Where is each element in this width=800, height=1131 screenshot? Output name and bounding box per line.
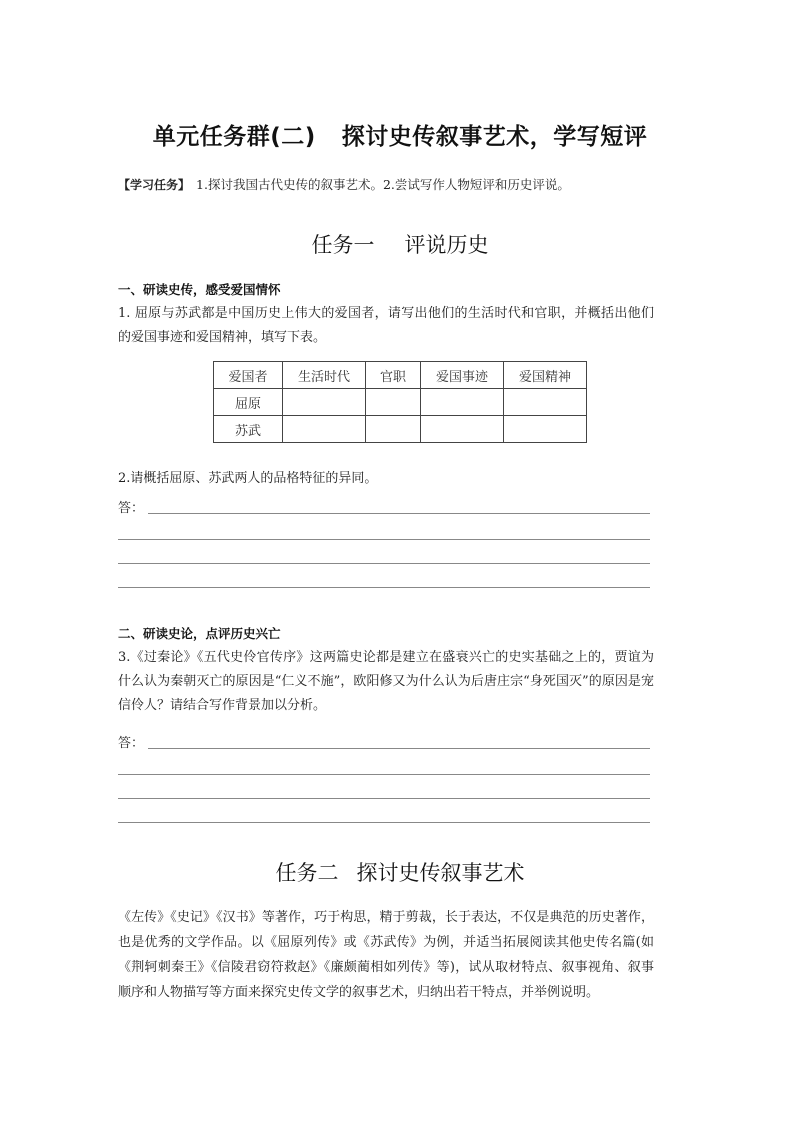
table-cell-spirit[interactable] xyxy=(504,389,587,416)
task1-heading xyxy=(0,229,800,259)
answer-line[interactable] xyxy=(118,563,650,564)
question-2: 2.请概括屈原、苏武两人的品格特征的异同。 xyxy=(118,471,378,486)
unit-title-part1: 单元任务群(二) xyxy=(152,124,316,150)
task1-name: 评说历史 xyxy=(404,233,489,257)
table-cell-deeds[interactable] xyxy=(421,416,504,443)
table-cell-spirit[interactable] xyxy=(504,416,587,443)
answer-label: 答： xyxy=(118,501,145,516)
question-1: 1. 屈原与苏武都是中国历史上伟大的爱国者，请写出他们的生活时代和官职，并概括出他们的爱国事迹和爱国精神，填写下表。 xyxy=(118,306,654,345)
table-cell-era[interactable] xyxy=(283,416,366,443)
task2-heading xyxy=(0,857,800,887)
answer-line[interactable] xyxy=(148,513,650,514)
section1-heading: 一、研读史传，感受爱国情怀 xyxy=(118,282,281,297)
table-header-cell: 爱国事迹 xyxy=(421,362,504,389)
answer-label: 答： xyxy=(118,736,145,751)
table-cell-era[interactable] xyxy=(283,389,366,416)
table-cell-patriot: 苏武 xyxy=(214,416,283,443)
answer-line[interactable] xyxy=(118,798,650,799)
section2-heading: 二、研读史论，点评历史兴亡 xyxy=(118,626,281,641)
table-header-cell: 官职 xyxy=(366,362,421,389)
learning-task xyxy=(118,175,570,193)
answer-line[interactable] xyxy=(118,539,650,540)
table-cell-office[interactable] xyxy=(366,416,421,443)
table-row xyxy=(214,389,587,416)
task2-body: 《左传》《史记》《汉书》等著作，巧于构思，精于剪裁，长于表达，不仅是典范的历史著作，也是优秀的文学作品。以《屈原列传》或《苏武传》为例，并适当拓展阅读其他史传名篇(如《荆轲刺秦王》《信陵君窃符救赵》《廉颇蔺相如列传》等)，试从取材特点、叙事视角、叙事顺序和人物描写等方面来探究史传文学的叙事艺术，归纳出若干特点，并举例说明。 xyxy=(118,910,654,1000)
patriots-table xyxy=(213,361,587,443)
table-cell-deeds[interactable] xyxy=(421,389,504,416)
task2-name: 探讨史传叙事艺术 xyxy=(356,861,525,885)
answer-line[interactable] xyxy=(118,822,650,823)
unit-title-part2: 探讨史传叙事艺术，学写短评 xyxy=(341,124,648,150)
table-cell-office[interactable] xyxy=(366,389,421,416)
table-cell-patriot: 屈原 xyxy=(214,389,283,416)
learning-task-text: 1.探讨我国古代史传的叙事艺术。2.尝试写作人物短评和历史评说。 xyxy=(196,177,570,192)
question-3: 3.《过秦论》《五代史伶官传序》这两篇史论都是建立在盛衰兴亡的史实基础之上的，贾谊为什么认为秦朝灭亡的原因是“仁义不施”，欧阳修又为什么认为后唐庄宗“身死国灭”的原因是宠信伶人？请结合写作背景加以分析。 xyxy=(118,650,654,713)
unit-title xyxy=(0,118,800,151)
learning-task-tag: 【学习任务】 xyxy=(118,178,191,192)
answer-line[interactable] xyxy=(118,774,650,775)
table-header-cell: 生活时代 xyxy=(283,362,366,389)
answer-line[interactable] xyxy=(148,748,650,749)
answer-line[interactable] xyxy=(118,587,650,588)
table-row xyxy=(214,416,587,443)
table-header-cell: 爱国精神 xyxy=(504,362,587,389)
table-header-cell: 爱国者 xyxy=(214,362,283,389)
table-header-row xyxy=(214,362,587,389)
task1-label: 任务一 xyxy=(311,233,375,257)
task2-label: 任务二 xyxy=(275,861,339,885)
